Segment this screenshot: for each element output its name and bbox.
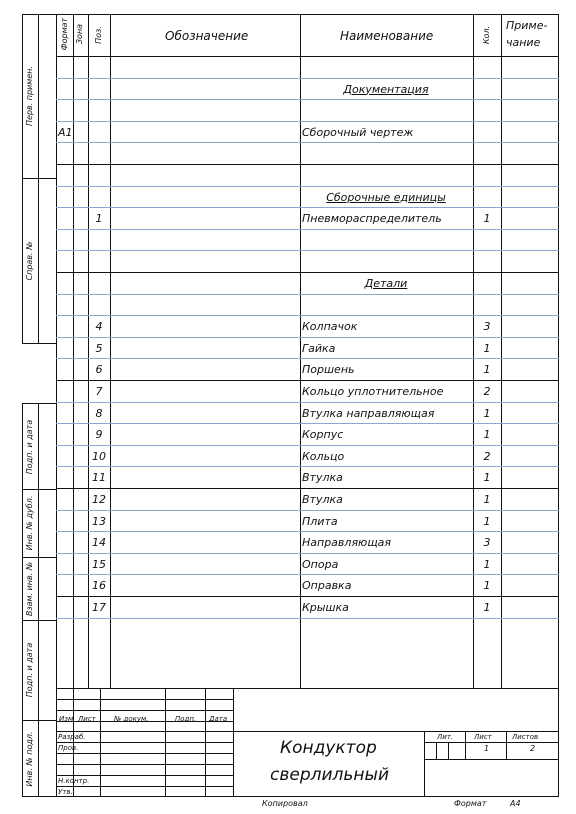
tb-col-data: Дата bbox=[209, 715, 228, 723]
tb-list: Лист bbox=[474, 733, 492, 741]
header-name: Наименование bbox=[340, 29, 434, 43]
cell-name: Втулка bbox=[302, 471, 343, 485]
inv-dubl-label: Инв. № дубл. bbox=[25, 495, 34, 551]
tb-col-podp: Подп. bbox=[175, 715, 197, 723]
cell-pos: 11 bbox=[92, 471, 106, 485]
cell-name: Оправка bbox=[302, 579, 352, 593]
cell-qty: 1 bbox=[483, 514, 491, 528]
document-title-line2: сверлильный bbox=[270, 765, 389, 785]
cell-qty: 1 bbox=[483, 406, 491, 420]
perv-primen-label: Перв. примен. bbox=[25, 65, 34, 127]
tb-list-value: 1 bbox=[484, 744, 490, 753]
podp-data-label-2: Подп. и дата bbox=[25, 642, 34, 698]
cell-pos: 16 bbox=[92, 579, 106, 593]
cell-pos: 17 bbox=[92, 601, 106, 614]
cell-pos: 4 bbox=[95, 320, 103, 334]
section-heading: Детали bbox=[364, 277, 408, 290]
cell-name: Колпачок bbox=[302, 320, 358, 334]
tb-n-kontr: Н.контр. bbox=[58, 777, 90, 785]
cell-qty: 1 bbox=[483, 579, 491, 593]
cell-qty: 1 bbox=[483, 601, 491, 614]
cell-pos: 5 bbox=[95, 341, 103, 355]
cell-pos: 8 bbox=[95, 406, 103, 420]
vzam-inv-label: Взам. инв. № bbox=[25, 561, 34, 617]
cell-qty: 1 bbox=[483, 428, 491, 442]
header-qty: Кол. bbox=[482, 25, 491, 45]
cell-qty: 1 bbox=[483, 471, 491, 485]
footer-kopiroval: Копировал bbox=[262, 799, 308, 808]
table-row bbox=[56, 250, 559, 272]
tb-listov-value: 2 bbox=[530, 744, 536, 753]
cell-name: Втулка bbox=[302, 493, 343, 506]
cell-name: Кольцо bbox=[302, 449, 345, 463]
cell-qty: 2 bbox=[483, 385, 491, 398]
cell-name: Корпус bbox=[302, 428, 344, 442]
cell-pos: 6 bbox=[95, 363, 103, 377]
cell-pos: 14 bbox=[92, 536, 106, 550]
tb-col-list: Лист bbox=[78, 715, 96, 723]
tb-prov: Пров. bbox=[58, 744, 79, 752]
table-row bbox=[56, 229, 559, 251]
cell-pos: 9 bbox=[95, 428, 103, 442]
cell-pos: 10 bbox=[92, 449, 106, 463]
podp-data-label-1: Подп. и дата bbox=[25, 419, 34, 475]
sprav-no-label: Справ. № bbox=[25, 241, 34, 281]
document-title-line1: Кондуктор bbox=[280, 738, 377, 758]
section-heading: Сборочные единицы bbox=[326, 190, 446, 204]
cell-name: Опора bbox=[302, 557, 339, 571]
cell-name: Плита bbox=[302, 514, 338, 528]
tb-razrab: Разраб. bbox=[58, 733, 86, 741]
tb-col-docum: № докум. bbox=[114, 715, 149, 723]
cell-name: Крышка bbox=[302, 601, 349, 614]
tb-col-izm: Изм bbox=[59, 715, 74, 723]
footer-format-value: А4 bbox=[510, 799, 521, 808]
row-divider bbox=[56, 618, 559, 619]
cell-pos: 13 bbox=[92, 514, 106, 528]
table-row bbox=[56, 142, 559, 164]
tb-listov: Листов bbox=[512, 733, 539, 741]
cell-name: Сборочный чертеж bbox=[302, 125, 414, 139]
header-designation: Обозначение bbox=[165, 29, 249, 43]
cell-qty: 3 bbox=[483, 536, 491, 550]
tb-utv: Утв. bbox=[58, 788, 73, 796]
table-row bbox=[56, 294, 559, 316]
table-row bbox=[56, 99, 559, 121]
cell-name: Гайка bbox=[302, 341, 336, 355]
cell-qty: 2 bbox=[483, 449, 491, 463]
cell-pos: 12 bbox=[92, 493, 106, 506]
table-row bbox=[56, 56, 559, 78]
cell-qty: 3 bbox=[483, 320, 491, 334]
header-note: Приме- чание bbox=[506, 19, 548, 49]
cell-name: Поршень bbox=[302, 363, 355, 377]
cell-name: Пневмораспределитель bbox=[302, 212, 442, 226]
footer-format-label: Формат bbox=[454, 799, 487, 808]
section-heading: Документация bbox=[343, 82, 429, 96]
cell-qty: 1 bbox=[483, 557, 491, 571]
cell-pos: 1 bbox=[95, 212, 103, 226]
cell-pos: 15 bbox=[92, 557, 106, 571]
cell-qty: 1 bbox=[483, 341, 491, 355]
table-row bbox=[56, 164, 559, 186]
cell-qty: 1 bbox=[483, 363, 491, 377]
header-format: Формат bbox=[60, 17, 69, 51]
cell-name: Кольцо уплотнительное bbox=[302, 385, 444, 398]
cell-qty: 1 bbox=[483, 212, 491, 226]
header-zone: Зона bbox=[75, 23, 84, 45]
cell-name: Втулка направляющая bbox=[302, 406, 435, 420]
cell-name: Направляющая bbox=[302, 536, 392, 550]
header-pos: Поз. bbox=[94, 26, 103, 44]
cell-format: А1 bbox=[58, 125, 73, 139]
tb-lit: Лит. bbox=[437, 733, 454, 741]
cell-qty: 1 bbox=[483, 493, 491, 506]
cell-pos: 7 bbox=[95, 385, 103, 398]
inv-podl-label: Инв. № подл. bbox=[25, 731, 34, 787]
